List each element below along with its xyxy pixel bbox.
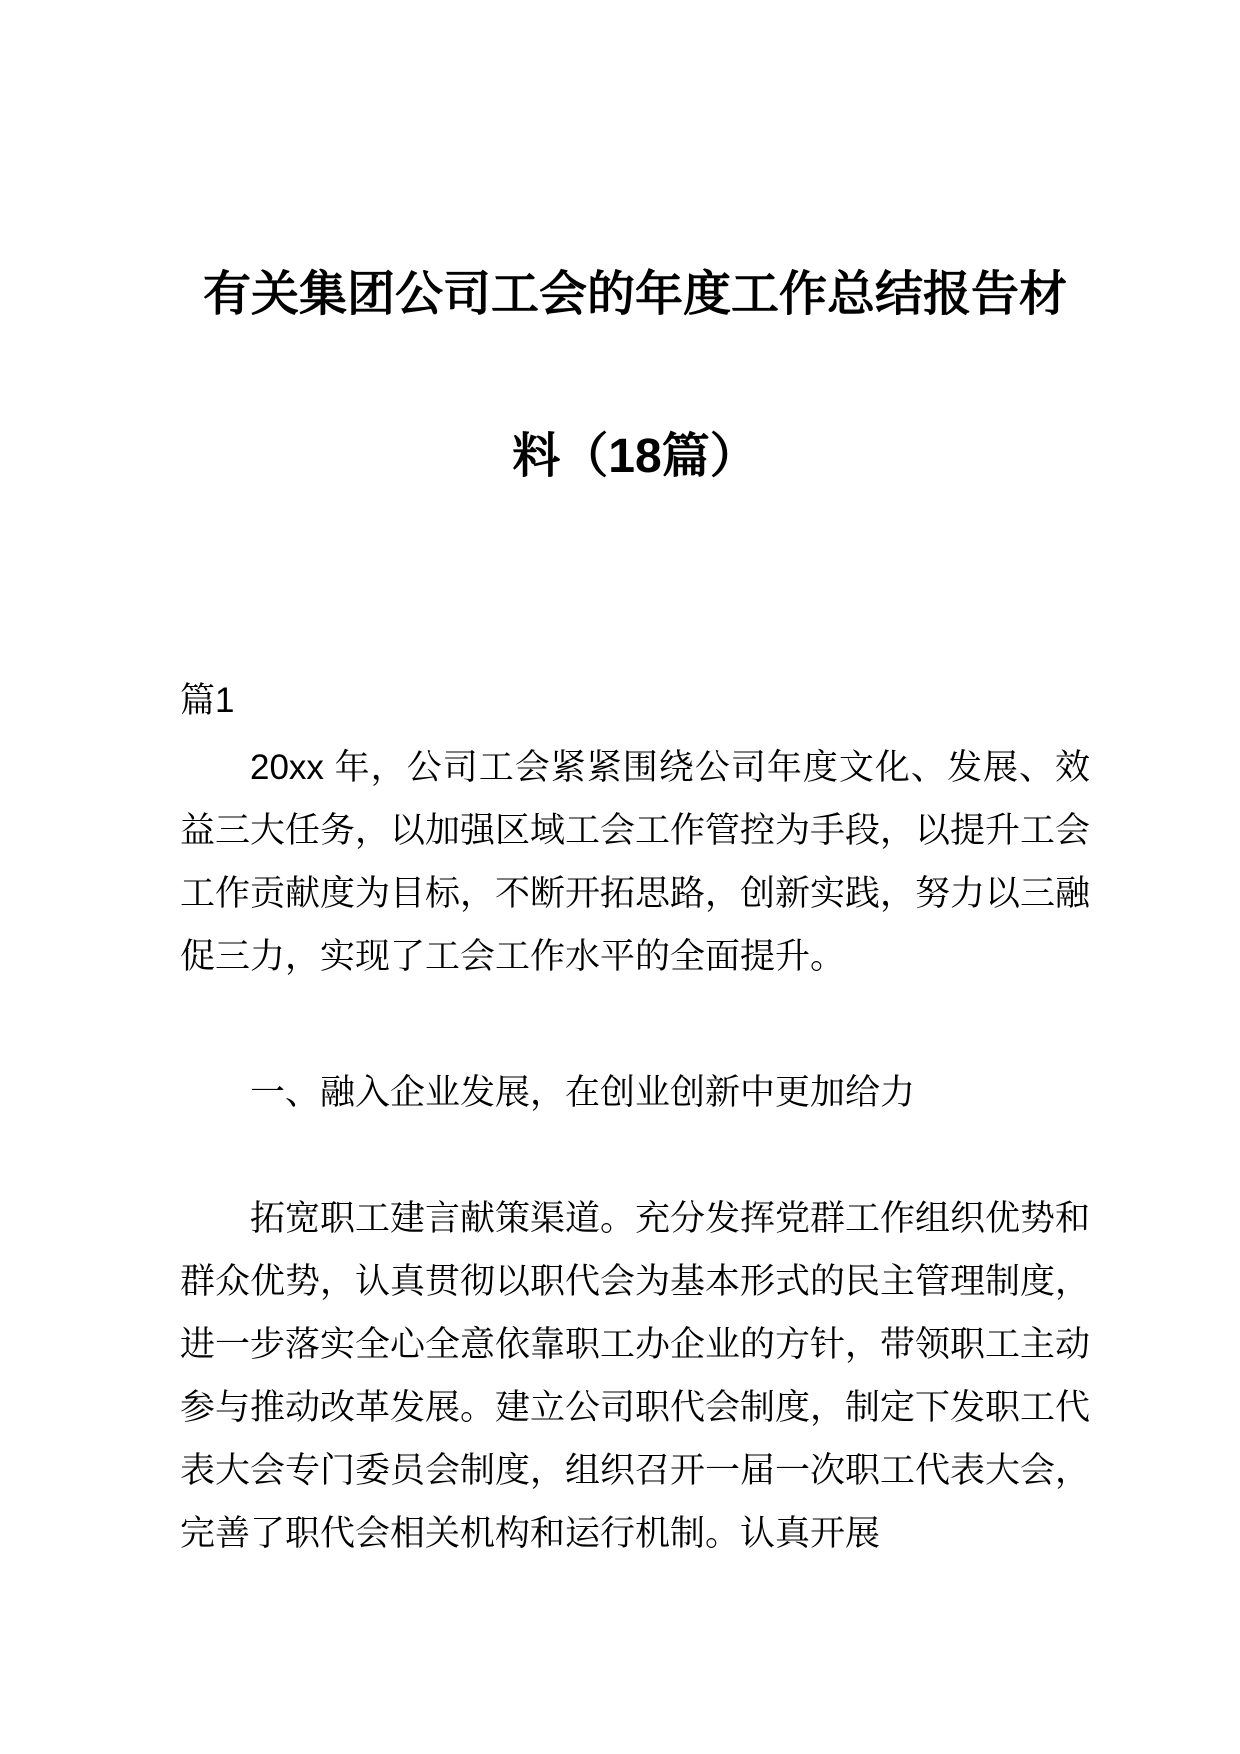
section-label: 篇1 (180, 681, 235, 720)
section-heading: 一、融入企业发展，在创业创新中更加给力 (250, 1073, 916, 1112)
document-title: 有关集团公司工会的年度工作总结报告材料（18篇） (202, 268, 1067, 483)
paragraph-intro: 20xx 年，公司工会紧紧围绕公司年度文化、发展、效益三大任务，以加强区域工会工作管控为手段，以提升工会工作贡献度为目标，不断开拓思路，创新实践，努力以三融促三力，实现了工会工作水平的全面提升。 (180, 748, 1091, 976)
paragraph-body: 拓宽职工建言献策渠道。充分发挥党群工作组织优势和群众优势，认真贯彻以职代会为基本形式的民主管理制度，进一步落实全心全意依靠职工办企业的方针，带领职工主动参与推动改革发展。建立公司职代会制度，制定下发职工代表大会专门委员会制度，组织召开一届一次职工代表大会，完善了职代会相关机构和运行机制。认真开展 (180, 1199, 1091, 1553)
